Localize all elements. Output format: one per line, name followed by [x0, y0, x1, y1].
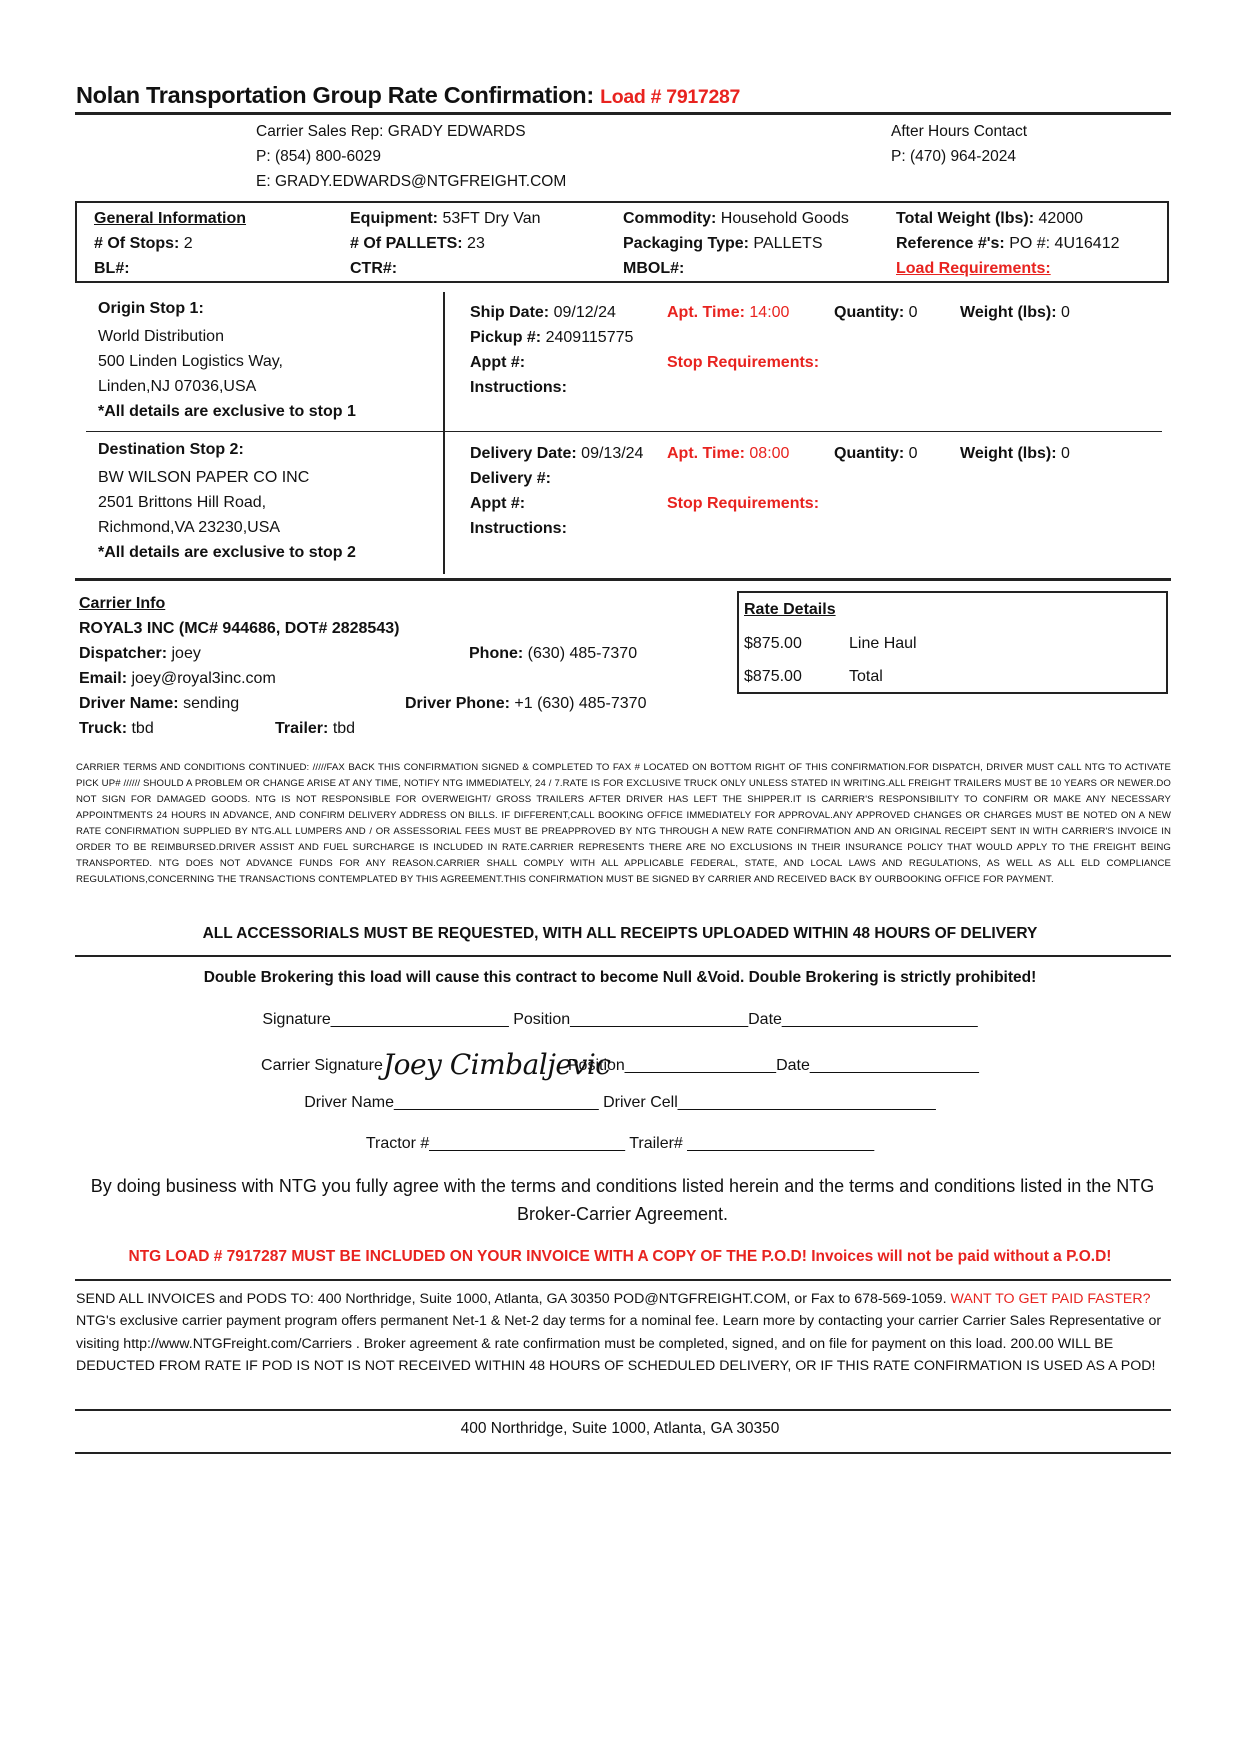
carrier-phone-value: (630) 485-7370 [527, 645, 638, 662]
driver-phone [405, 695, 646, 713]
delivery-date-value: 09/13/24 [581, 445, 644, 462]
origin-city: Linden,NJ 07036,USA [98, 378, 257, 395]
origin-quantity [834, 304, 918, 322]
equipment [350, 210, 541, 228]
ship-date-label: Ship Date: [470, 304, 550, 321]
destination-note: *All details are exclusive to stop 2 [98, 544, 356, 561]
destination-quantity [834, 445, 918, 463]
dispatcher-label: Dispatcher: [79, 645, 168, 662]
origin-instructions-label: Instructions: [470, 379, 567, 396]
mbol-label: MBOL#: [623, 260, 685, 277]
destination-qty-value: 0 [908, 445, 918, 462]
terms-text: CARRIER TERMS AND CONDITIONS CONTINUED: /////FAX BACK THIS CONFIRMATION SIGNED & COMPLETED TO FAX # LOCATED ON BOTTOM RIGHT OF THIS CONFIRMATION.FOR DISPATCH, DRIVER MUST CALL NTG TO ACTIVATE PICK UP# ////// SHOULD A PROBLEM OR CHANGE ARISE AT ANY TIME, NOTIFY NTG IMMEDIATELY, 24 / 7.RATE IS FOR EXCLUSIVE TRUCK ONLY UNLESS STATED IN WRITING.ALL FREIGHT TRAILERS MUST BE 10 YEARS OR NEWER.DO NOT SIGN FOR DAMAGED GOODS. NTG IS NOT RESPONSIBLE FOR OVERWEIGHT/ GROSS TRAILERS AFTER DRIVER HAS LEFT THE SHIPPER.IT IS CARRIER'S RESPONSIBILITY TO CONFIRM OR MAKE ANY NECESSARY APPOINTMENTS 24 HOURS IN ADVANCE, AND CONFIRM DELIVERY ADDRESS ON BILLS. IF DIFFERENT,CALL BOOKING OFFICE IMMEDIATELY FOR APPROVAL.ANY APPROVED CHANGES OR CHARGES MUST BE NOTED ON A NEW RATE CONFIRMATION SUPPLIED BY NTG.ALL LUMPERS AND / OR ASSESSORIAL FEES MUST BE PREAPPROVED BY NTG THROUGH A NEW RATE CONFIRMATION AND AN ORIGINAL RECEIPT SENT IN WITH CARRIER'S INVOICE IN ORDER TO BE REIMBURSED.DRIVER ASSIST AND FUEL SURCHARGE IS INCLUDED IN RATE.CARRIER REPRESENTS THERE ARE NO EXCLUSIONS IN THEIR INSURANCE POLICY THAT WOULD APPLY TO THE FREIGHT BEING TRANSPORTED. NTG DOES NOT ADVANCE FUNDS FOR ANY REASON.CARRIER SHALL COMPLY WITH ALL APPLICABLE FEDERAL, STATE, AND LOCAL LAWS AND REGULATIONS, AS WELL AS ALL ELD COMPLIANCE REGULATIONS,CONCERNING THE TRANSACTIONS CONTEMPLATED BY THIS AGREEMENT.THIS CONFIRMATION MUST BE SIGNED BY CARRIER AND RECEIVED BACK BY OURBOOKING OFFICE FOR PAYMENT. [76, 762, 1171, 885]
origin-note: *All details are exclusive to stop 1 [98, 403, 356, 420]
carrier-signature-row[interactable] [0, 1048, 1240, 1081]
destination-heading: Destination Stop 2: [98, 441, 244, 458]
stops [94, 235, 193, 253]
origin-wt-value: 0 [1061, 304, 1070, 321]
stops-label: # Of Stops: [94, 235, 180, 252]
carrier-signature: Joey Cimbaljevic [382, 1048, 611, 1081]
packaging-label: Packaging Type: [623, 235, 749, 252]
carrier-email [79, 670, 276, 688]
rate-total-desc: Total [849, 668, 883, 685]
footer-address: 400 Northridge, Suite 1000, Atlanta, GA 30350 [460, 1420, 780, 1437]
general-info-heading: General Information [94, 210, 247, 227]
pallets [350, 235, 485, 253]
destination-apt-value: 08:00 [749, 445, 790, 462]
title-text: Nolan Transportation Group Rate Confirmation: [76, 82, 594, 108]
agreement-text: By doing business with NTG you fully agree with the terms and conditions listed herein and the terms and conditions listed in the NTG Broker-Carrier Agreement. [90, 1176, 1155, 1224]
title-rule [75, 112, 1171, 115]
delivery-number-label: Delivery #: [470, 470, 551, 487]
double-brokering-note: Double Brokering this load will cause this contract to become Null &Void. Double Brokering is strictly prohibited! [203, 969, 1037, 986]
carrier-rule [75, 578, 1171, 581]
after-hours-label: After Hours Contact [891, 123, 1028, 140]
packaging [623, 235, 823, 253]
destination-name: BW WILSON PAPER CO INC [98, 469, 310, 486]
driver-name [79, 695, 239, 713]
commodity-value: Household Goods [720, 210, 849, 227]
footer-rule-bottom [75, 1452, 1171, 1454]
dispatcher [79, 645, 201, 663]
driver-phone-value: +1 (630) 485-7370 [514, 695, 647, 712]
carrier-signature-rest: Position_________________Date___________________ [567, 1057, 979, 1074]
page-title [76, 82, 740, 109]
rate-total-amount: $875.00 [744, 668, 802, 685]
origin-name: World Distribution [98, 328, 224, 345]
delivery-date-label: Delivery Date: [470, 445, 577, 462]
signature-row[interactable]: Signature____________________ Position____________________Date______________________ [262, 1011, 978, 1028]
ship-date-value: 09/12/24 [553, 304, 616, 321]
trailer-value: tbd [332, 720, 356, 737]
paid-faster-link[interactable]: WANT TO GET PAID FASTER? [950, 1291, 1151, 1307]
equipment-value: 53FT Dry Van [442, 210, 541, 227]
origin-qty-label: Quantity: [834, 304, 905, 321]
invoice-note: NTG LOAD # 7917287 MUST BE INCLUDED ON YOUR INVOICE WITH A COPY OF THE P.O.D! Invoices will not be paid without a P.O.D! [128, 1248, 1112, 1265]
destination-stop-requirements[interactable]: Stop Requirements: [667, 495, 820, 512]
send-invoices-text [76, 1288, 1171, 1377]
footer-rule-top [75, 1409, 1171, 1411]
carrier-name: ROYAL3 INC (MC# 944686, DOT# 2828543) [79, 620, 400, 637]
driver-row[interactable]: Driver Name_______________________ Driver Cell_____________________________ [304, 1094, 936, 1111]
delivery-date [470, 445, 643, 463]
commodity [623, 210, 849, 228]
stops-separator [86, 431, 1162, 432]
pallets-label: # Of PALLETS: [350, 235, 463, 252]
trailer [275, 720, 355, 738]
origin-apt-label: Apt. Time: [667, 304, 745, 321]
origin-ship-date [470, 304, 616, 322]
driver-name-value: sending [183, 695, 240, 712]
carrier-email-value[interactable]: joey@royal3inc.com [131, 670, 276, 687]
pickup-value: 2409115775 [545, 329, 634, 346]
pallets-value: 23 [467, 235, 485, 252]
origin-apt-time [667, 304, 789, 322]
load-number: Load # 7917287 [600, 86, 741, 108]
commodity-label: Commodity: [623, 210, 717, 227]
carrier-heading: Carrier Info [79, 595, 166, 612]
send-part2: NTG's exclusive carrier payment program offers permanent Net-1 & Net-2 day terms for a nominal fee. Learn more by contacting your carrier Carrier Sales Representative or visiting http://www.NTGFreight.com/Carriers . Broker agreement & rate confirmation must be completed, signed, and on file for payment on this load. 200.00 WILL BE DEDUCTED FROM RATE IF POD IS NOT IS NOT RECEIVED WITHIN 48 HOURS OF SCHEDULED DELIVERY, OR IF THIS RATE CONFIRMATION IS USED AS A POD! [76, 1313, 1162, 1374]
equipment-label: Equipment: [350, 210, 438, 227]
rate-heading: Rate Details [744, 601, 836, 618]
sales-rep: Carrier Sales Rep: GRADY EDWARDS [256, 123, 526, 140]
total-weight-label: Total Weight (lbs): [896, 210, 1035, 227]
destination-instructions-label: Instructions: [470, 520, 567, 537]
origin-street: 500 Linden Logistics Way, [98, 353, 283, 370]
sales-rep-phone: P: (854) 800-6029 [256, 148, 381, 165]
carrier-signature-label: Carrier Signature [261, 1057, 383, 1074]
tractor-row[interactable]: Tractor #______________________ Trailer# _____________________ [365, 1135, 875, 1152]
origin-appt-label: Appt #: [470, 354, 526, 371]
destination-weight [960, 445, 1070, 463]
origin-weight [960, 304, 1070, 322]
invoice-rule [75, 1279, 1171, 1281]
after-hours-phone: P: (470) 964-2024 [891, 148, 1016, 165]
destination-qty-label: Quantity: [834, 445, 905, 462]
pickup-number [470, 329, 633, 347]
destination-appt-label: Appt #: [470, 495, 526, 512]
send-part1: SEND ALL INVOICES and PODS TO: 400 Northridge, Suite 1000, Atlanta, GA 30350 POD@NTGFREIGHT.COM, or Fax to 678-569-1059. [76, 1291, 947, 1307]
stops-value: 2 [183, 235, 193, 252]
destination-city: Richmond,VA 23230,USA [98, 519, 281, 536]
ctr-label: CTR#: [350, 260, 398, 277]
pickup-label: Pickup #: [470, 329, 542, 346]
rate-line-haul-desc: Line Haul [849, 635, 917, 652]
driver-phone-label: Driver Phone: [405, 695, 510, 712]
load-requirements-link[interactable]: Load Requirements: [896, 260, 1051, 277]
destination-street: 2501 Brittons Hill Road, [98, 494, 267, 511]
origin-apt-value: 14:00 [749, 304, 790, 321]
carrier-phone [469, 645, 637, 663]
origin-qty-value: 0 [908, 304, 918, 321]
destination-wt-value: 0 [1061, 445, 1070, 462]
destination-apt-label: Apt. Time: [667, 445, 745, 462]
carrier-phone-label: Phone: [469, 645, 524, 662]
reference [896, 235, 1120, 253]
total-weight-value: 42000 [1038, 210, 1084, 227]
packaging-value: PALLETS [753, 235, 823, 252]
destination-wt-label: Weight (lbs): [960, 445, 1057, 462]
sales-rep-email: E: GRADY.EDWARDS@NTGFREIGHT.COM [256, 173, 567, 190]
origin-heading: Origin Stop 1: [98, 300, 204, 317]
stops-divider [443, 292, 445, 574]
origin-stop-requirements[interactable]: Stop Requirements: [667, 354, 820, 371]
accessorials-rule [75, 955, 1171, 957]
dispatcher-value: joey [171, 645, 201, 662]
trailer-label: Trailer: [275, 720, 329, 737]
total-weight [896, 210, 1083, 228]
driver-name-label: Driver Name: [79, 695, 179, 712]
reference-label: Reference #'s: [896, 235, 1005, 252]
carrier-email-label: Email: [79, 670, 128, 687]
reference-value: PO #: 4U16412 [1009, 235, 1120, 252]
bl-label: BL#: [94, 260, 130, 277]
destination-apt-time [667, 445, 789, 463]
truck-value: tbd [131, 720, 154, 737]
truck [79, 720, 154, 738]
accessorials-note: ALL ACCESSORIALS MUST BE REQUESTED, WITH ALL RECEIPTS UPLOADED WITHIN 48 HOURS OF DELIVERY [202, 925, 1038, 942]
origin-wt-label: Weight (lbs): [960, 304, 1057, 321]
truck-label: Truck: [79, 720, 128, 737]
rate-line-haul-amount: $875.00 [744, 635, 802, 652]
